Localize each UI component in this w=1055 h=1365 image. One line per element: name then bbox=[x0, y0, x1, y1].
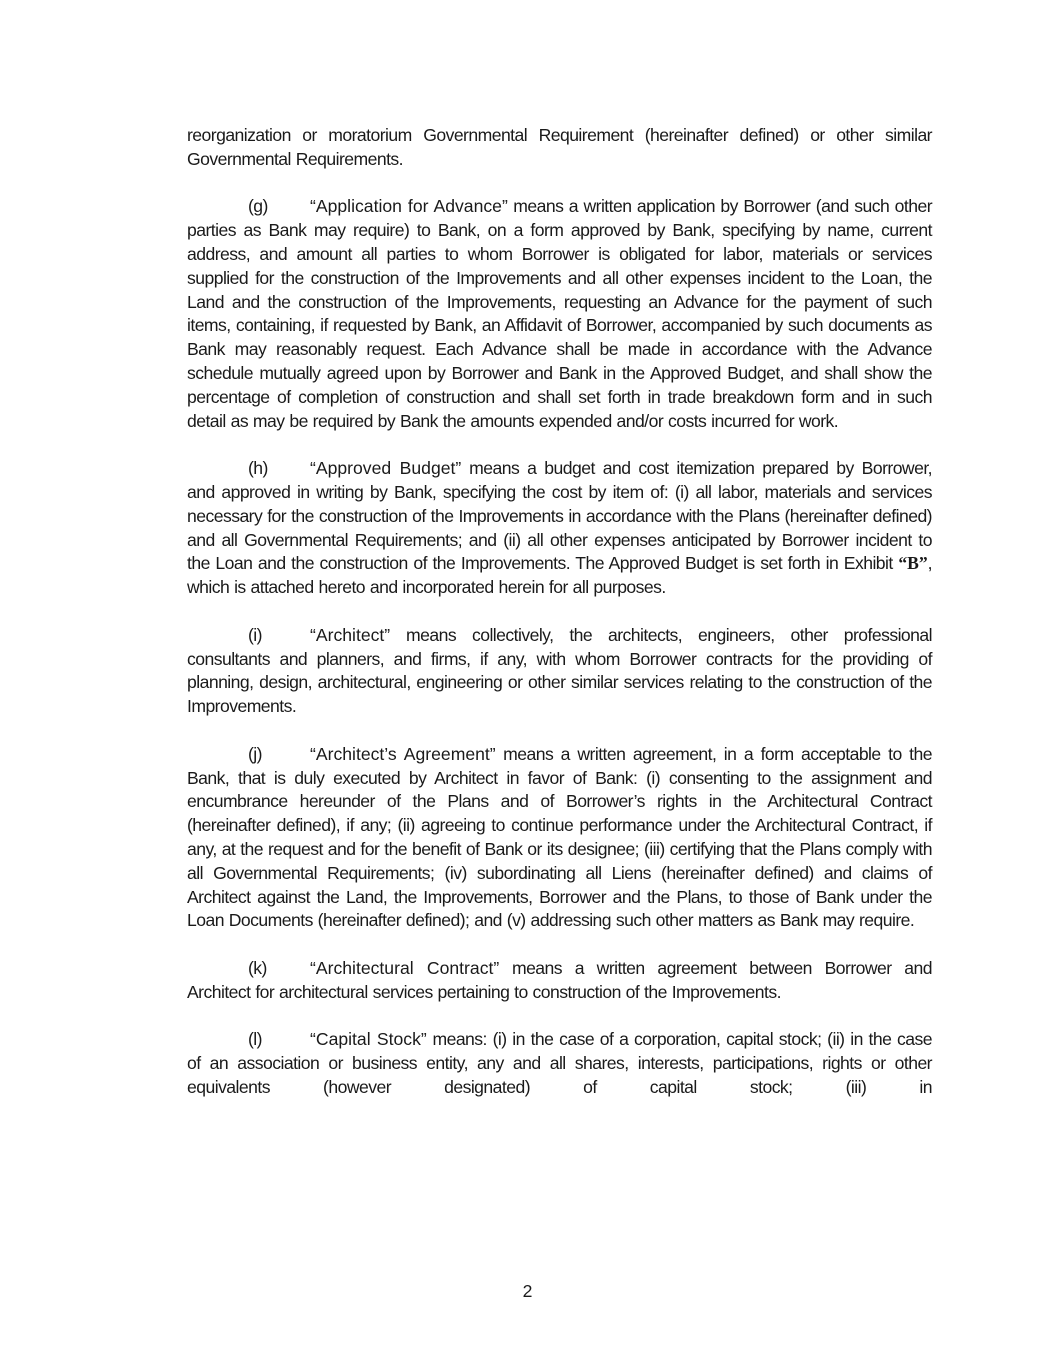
definition-label: (k) bbox=[248, 957, 267, 978]
definition-text: means a written agreement between Borrower and Architect for architectural services pertaining to construction of the Improvements. bbox=[187, 957, 932, 1002]
definition-text: means a budget and cost itemization prepared by Borrower, and approved in writing by Bank, specifying the cost by item of: (i) all labor, materials and services necessary for the construction of the Improvements in accordance with the Plans (hereinafter defined) and all Governmental Requirements; and (ii) all other expenses anticipated by Borrower incident to the Loan and the construction of the Improvements. The Approved Budget is set forth in Exhibit bbox=[187, 458, 932, 574]
definition-label: (g) bbox=[248, 196, 268, 217]
definition-text: means a written application by Borrower (and such other parties as Bank may require) to Bank, on a form approved by Bank, specifying by name, current address, and amount all parties to whom Borrower is obligated for labor, materials or services supplied for the construction of the Improvements and all other expenses incident to the Loan, the Land and the construction of the Improvements, requesting an Advance for the payment of such items, containing, if requested by Bank, an Affidavit of Borrower, accompanied by such documents as Bank may reasonably request. Each Advance shall be made in accordance with the Advance schedule mutually agreed upon by Borrower and Bank in the Approved Budget, and shall show the percentage of completion of construction and shall set forth in trade breakdown form and in such detail as may be required by Bank the amounts expended and/or costs incurred for work. bbox=[187, 196, 933, 431]
defined-term: “Architect’s Agreement” bbox=[310, 743, 496, 764]
defined-term: “Application for Advance” bbox=[310, 196, 508, 217]
exhibit-reference: “B” bbox=[898, 553, 928, 574]
definition-label: (l) bbox=[248, 1029, 262, 1050]
definition-capital-stock bbox=[187, 1028, 932, 1099]
defined-term: “Architect” bbox=[310, 624, 391, 645]
page-number: 2 bbox=[522, 1281, 533, 1301]
definition-text: means: (i) in the case of a corporation, capital stock; (ii) in the case of an association or business entity, any and all shares, interests, participations, rights or other equivalents (however designated) of capital stock; (iii) in bbox=[187, 1029, 933, 1097]
continuation-paragraph: reorganization or moratorium Governmental Requirement (hereinafter defined) or other similar Governmental Requirements. bbox=[187, 125, 932, 169]
defined-term: “Architectural Contract” bbox=[310, 957, 500, 978]
definition-text: means collectively, the architects, engineers, other professional consultants and planners, and firms, if any, with whom Borrower contracts for the providing of planning, design, architectural, engineering or other similar services relating to the construction of the Improvements. bbox=[187, 624, 932, 717]
definition-approved-budget bbox=[187, 457, 932, 600]
definition-label: (i) bbox=[248, 624, 262, 645]
defined-term: “Capital Stock” bbox=[310, 1029, 427, 1050]
document-page bbox=[187, 124, 932, 1123]
definition-application-for-advance bbox=[187, 195, 932, 433]
definition-architect bbox=[187, 624, 932, 719]
definition-architects-agreement bbox=[187, 743, 932, 933]
definition-label: (h) bbox=[248, 458, 268, 479]
definition-text-after: , which is attached hereto and incorporated herein for all purposes. bbox=[187, 553, 932, 598]
defined-term: “Approved Budget” bbox=[310, 458, 462, 479]
definition-architectural-contract bbox=[187, 957, 932, 1005]
definition-label: (j) bbox=[248, 743, 262, 764]
definition-text: means a written agreement, in a form acceptable to the Bank, that is duly executed by Architect in favor of Bank: (i) consenting to the assignment and encumbrance hereunder of the Plans and of Borrower’s rights in the Architectural Contract (hereinafter defined), if any; (ii) agreeing to continue performance under the Architectural Contract, if any, at the request and for the benefit of Bank or its designee; (iii) certifying that the Plans comply with all Governmental Requirements; (iv) subordinating all Liens (hereinafter defined) and claims of Architect against the Land, the Improvements, Borrower and the Plans, to those of Bank under the Loan Documents (hereinafter defined); and (v) addressing such other matters as Bank may require. bbox=[187, 743, 932, 931]
